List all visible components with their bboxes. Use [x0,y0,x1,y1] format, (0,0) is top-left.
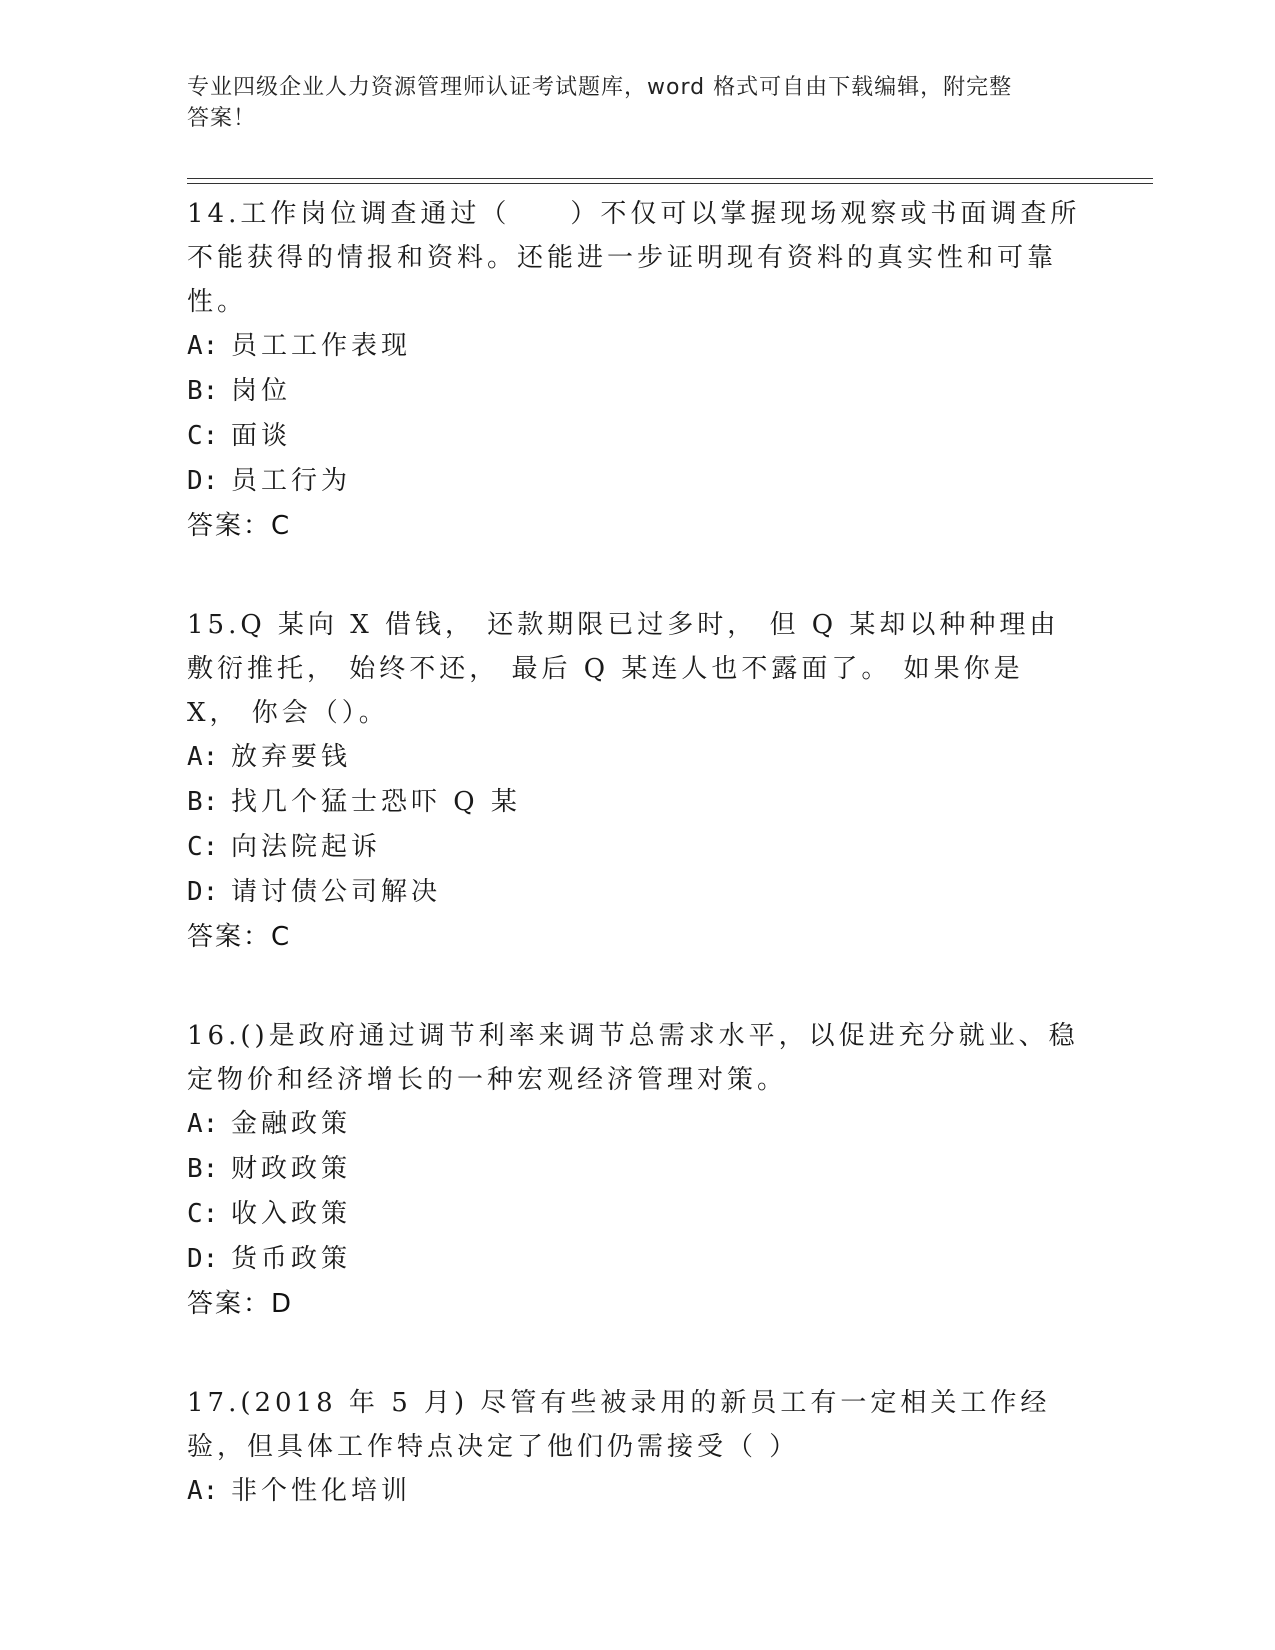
header-divider-top [187,178,1153,179]
header-intro-line-2: 答案！ [187,106,257,131]
option-text: 货币政策 [231,1244,352,1274]
option-d [187,459,1087,504]
option-text: 岗位 [231,376,292,406]
question-stem: 15.Q 某向 X 借钱， 还款期限已过多时， 但 Q 某却以种种理由敷衍推托， 始终不还， 最后 Q 某连人也不露面了。 如果你是 X， 你会（）。 [187,610,1060,728]
option-text: 放弃要钱 [231,742,352,772]
option-key: A: [187,1109,219,1139]
option-key: A: [187,1476,219,1506]
option-text: 财政政策 [231,1154,352,1184]
option-key: B: [187,1154,219,1184]
question-list [187,190,1087,1566]
option-d [187,870,1087,915]
option-key: A: [187,331,219,361]
option-text: 向法院起诉 [231,832,382,862]
option-key: B: [187,376,219,406]
option-c [187,1192,1087,1237]
option-b [187,780,1087,825]
option-a [187,735,1087,780]
option-text: 非个性化培训 [231,1476,412,1506]
option-key: B: [187,787,219,817]
option-text: 金融政策 [231,1109,352,1139]
option-text: 找几个猛士恐吓 Q 某 [231,787,521,817]
option-c [187,825,1087,870]
document-header [187,72,1067,134]
option-b [187,1147,1087,1192]
option-b [187,369,1087,414]
option-key: A: [187,742,219,772]
option-key: C: [187,1199,219,1229]
option-key: C: [187,421,219,451]
option-text: 请讨债公司解决 [231,877,442,907]
question-stem: 17.(2018 年 5 月) 尽管有些被录用的新员工有一定相关工作经验，但具体工作特点决定了他们仍需接受（ ） [187,1388,1051,1462]
answer-line: 答案：C [187,922,292,952]
question-15 [187,601,1087,960]
option-text: 员工工作表现 [231,331,412,361]
option-key: C: [187,832,219,862]
option-key: D: [187,466,219,496]
option-a [187,1469,1087,1514]
question-stem: 14.工作岗位调查通过（ ）不仅可以掌握现场观察或书面调查所不能获得的情报和资料。还能进一步证明现有资料的真实性和可靠性。 [187,199,1081,317]
option-c [187,414,1087,459]
question-stem: 16.()是政府通过调节利率来调节总需求水平，以促进充分就业、稳定物价和经济增长的一种宏观经济管理对策。 [187,1021,1079,1095]
option-d [187,1237,1087,1282]
option-text: 面谈 [231,421,292,451]
answer-line: 答案：C [187,511,292,541]
option-a [187,1102,1087,1147]
option-key: D: [187,877,219,907]
option-text: 收入政策 [231,1199,352,1229]
option-key: D: [187,1244,219,1274]
answer-line: 答案：D [187,1289,294,1319]
header-intro-line-1: 专业四级企业人力资源管理师认证考试题库，word 格式可自由下载编辑，附完整 [187,75,1013,100]
header-divider-bottom [187,183,1153,184]
option-text: 员工行为 [231,466,352,496]
question-16 [187,1012,1087,1327]
question-17 [187,1379,1087,1514]
option-a [187,324,1087,369]
question-14 [187,190,1087,549]
